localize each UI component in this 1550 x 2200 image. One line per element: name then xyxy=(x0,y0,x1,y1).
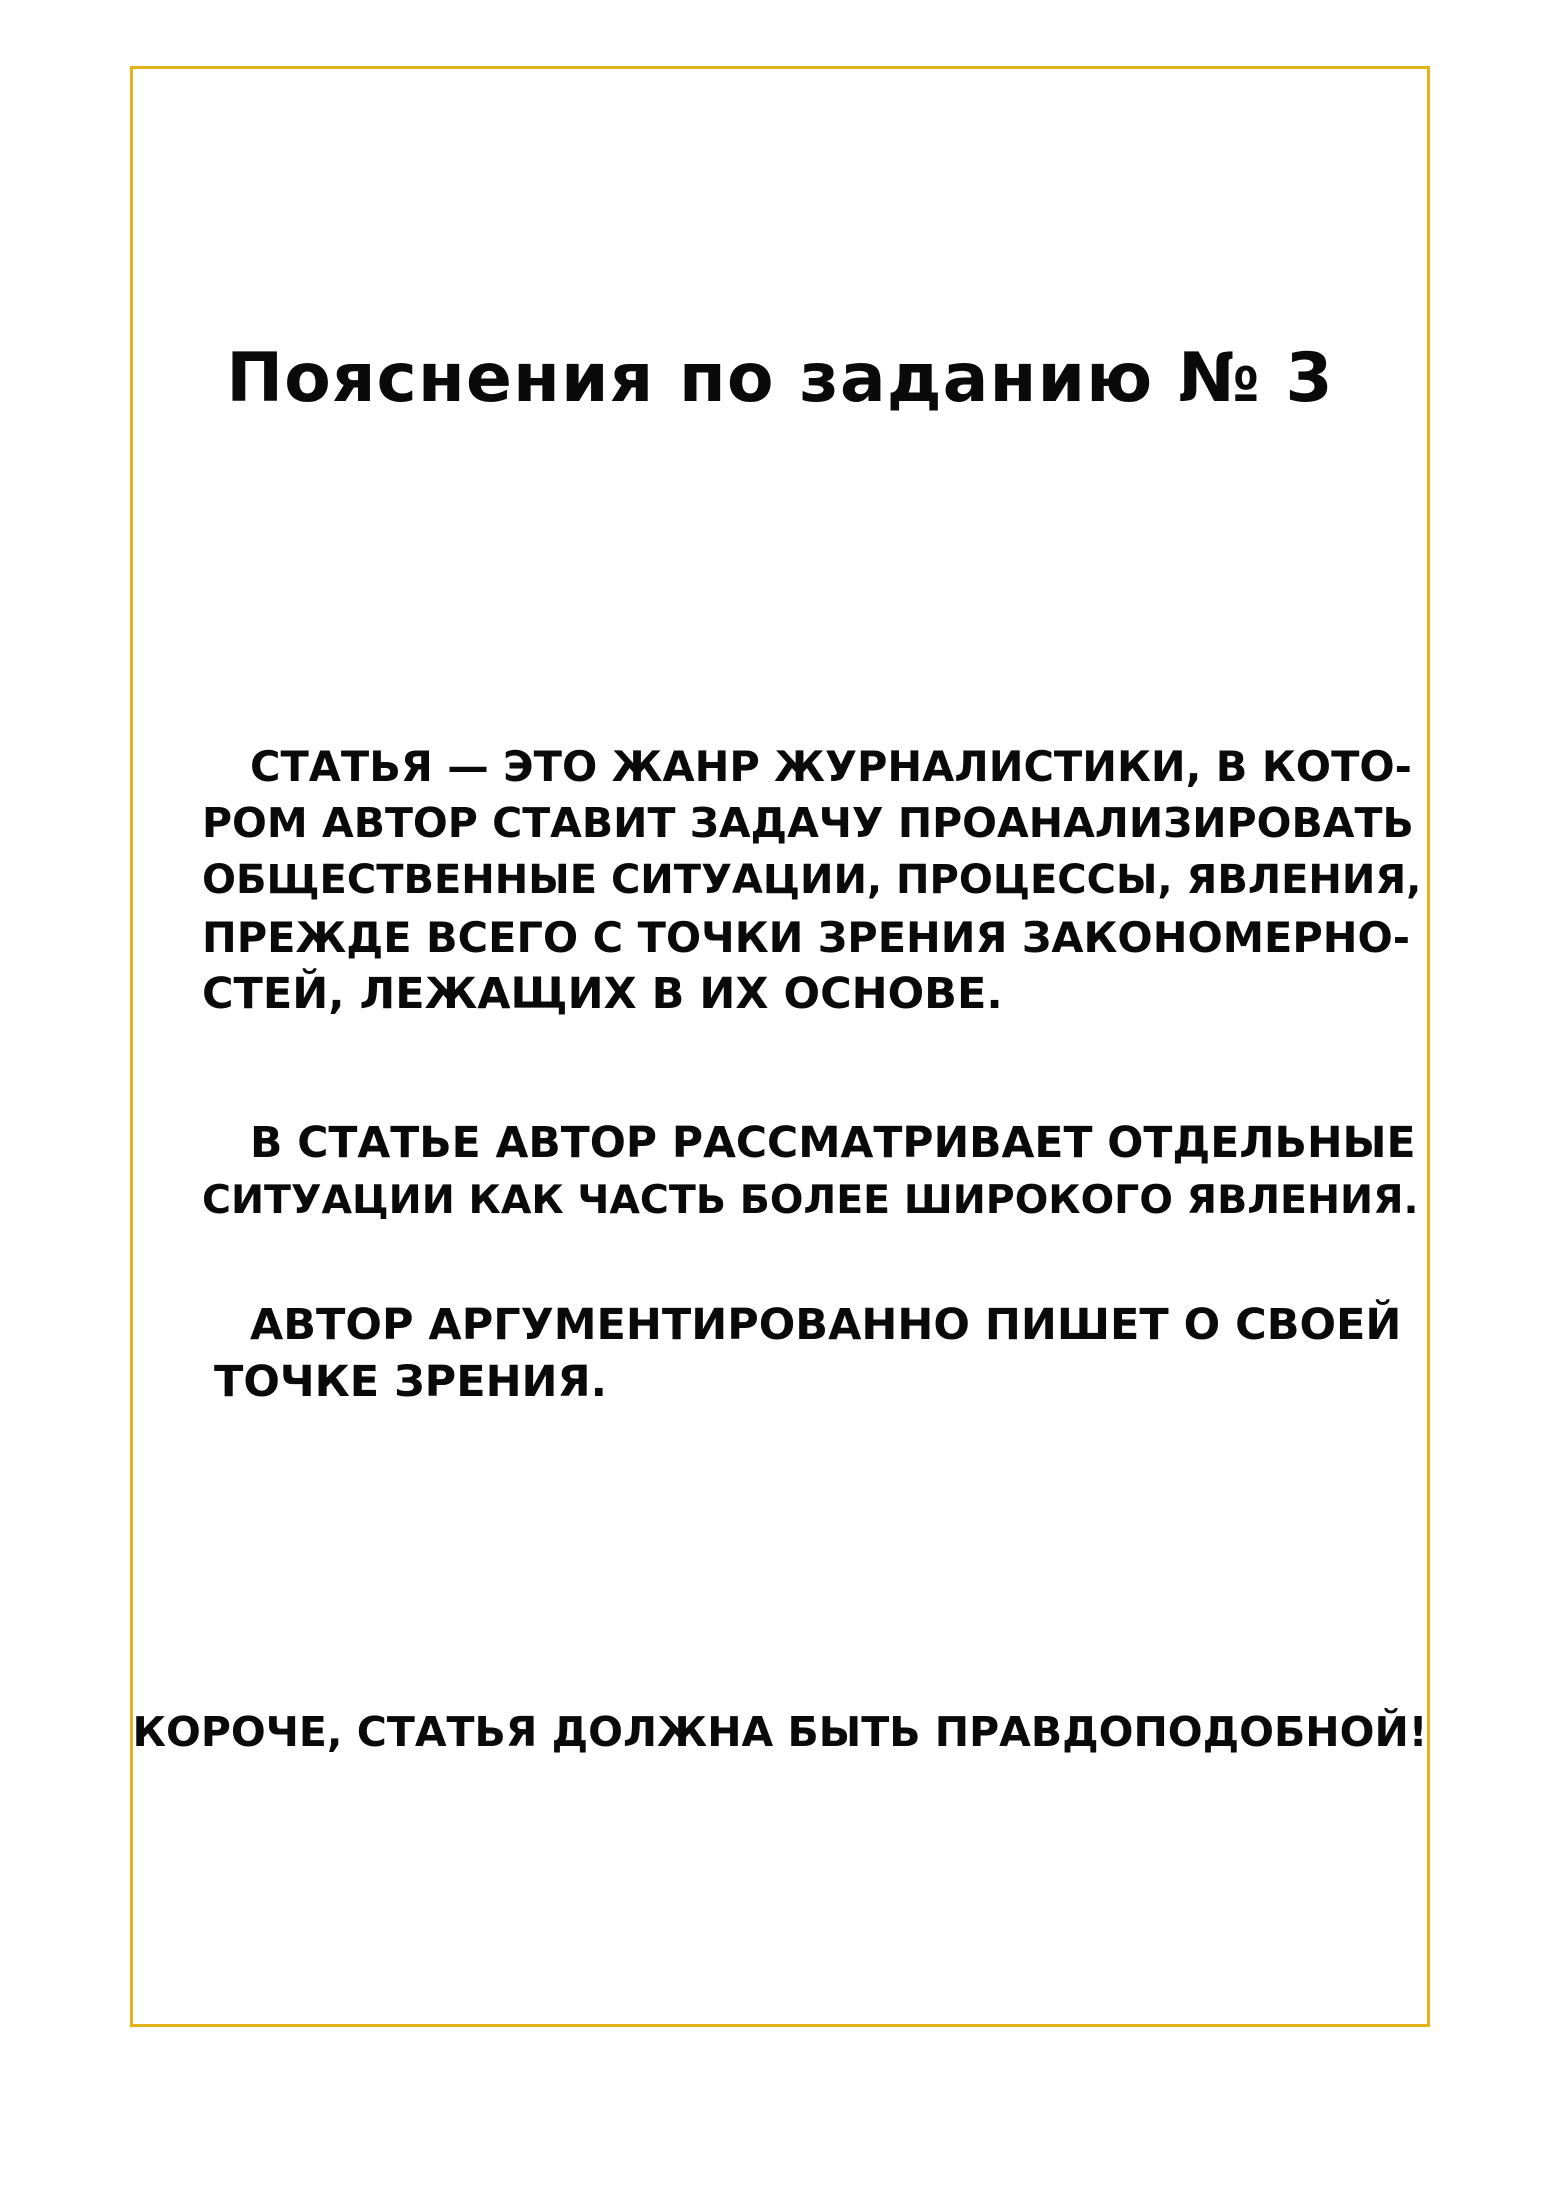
paragraph-line: ПРЕЖДЕ ВСЕГО С ТОЧКИ ЗРЕНИЯ ЗАКОНОМЕРНО- xyxy=(202,913,1411,962)
summary-text: КОРОЧЕ, СТАТЬЯ ДОЛЖНА БЫТЬ ПРАВДОПОДОБНОЙ! xyxy=(132,1708,1428,1756)
paragraph-line: СТАТЬЯ — ЭТО ЖАНР ЖУРНАЛИСТИКИ, В КОТО- xyxy=(250,742,1412,791)
paragraph-line: АВТОР АРГУМЕНТИРОВАННО ПИШЕТ О СВОЕЙ xyxy=(250,1300,1402,1350)
paragraph-line: ОБЩЕСТВЕННЫЕ СИТУАЦИИ, ПРОЦЕССЫ, ЯВЛЕНИЯ, xyxy=(202,857,1422,903)
paragraph-argument xyxy=(202,1297,1422,1411)
paragraph-line: СИТУАЦИИ КАК ЧАСТЬ БОЛЕЕ ШИРОКОГО ЯВЛЕНИЯ. xyxy=(202,1177,1419,1223)
paragraph-line: ТОЧКЕ ЗРЕНИЯ. xyxy=(214,1357,607,1407)
page-title: Пояснения по заданию № 3 xyxy=(226,339,1334,418)
paragraph-line: РОМ АВТОР СТАВИТ ЗАДАЧУ ПРОАНАЛИЗИРОВАТЬ xyxy=(202,799,1414,847)
paragraph-line: СТЕЙ, ЛЕЖАЩИХ В ИХ ОСНОВЕ. xyxy=(202,969,1003,1019)
paragraph-situations xyxy=(202,1115,1422,1229)
paragraph-definition xyxy=(202,738,1422,1023)
paragraph-line: В СТАТЬЕ АВТОР РАССМАТРИВАЕТ ОТДЕЛЬНЫЕ xyxy=(250,1119,1416,1168)
